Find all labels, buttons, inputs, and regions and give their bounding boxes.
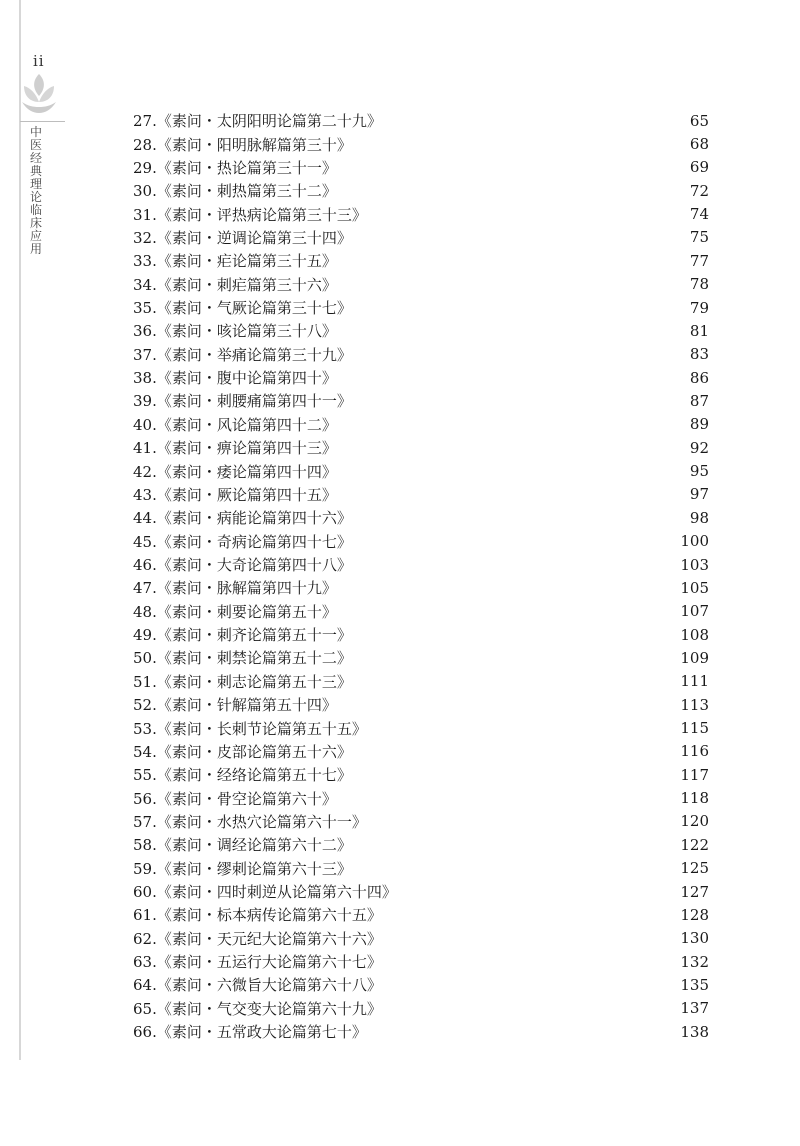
toc-entry-title: 57.《素问・水热穴论篇第六十一》: [133, 812, 367, 831]
toc-entry: [133, 319, 709, 342]
toc-entry: [133, 249, 709, 272]
toc-entry-title: 42.《素问・痿论篇第四十四》: [133, 462, 337, 481]
toc-entry-title: 27.《素问・太阴阳明论篇第二十九》: [133, 112, 382, 131]
toc-entry-page: 69: [689, 158, 709, 177]
toc-entry-page: 65: [689, 111, 709, 130]
toc-entry: [133, 156, 709, 179]
toc-entry: [133, 343, 709, 366]
toc-entry-page: 109: [680, 648, 709, 667]
toc-entry: [133, 600, 709, 623]
toc-entry-title: 33.《素问・疟论篇第三十五》: [133, 252, 337, 271]
toc-entry: [133, 179, 709, 202]
toc-entry: [133, 576, 709, 599]
toc-entry: [133, 506, 709, 529]
toc-entry-page: 127: [680, 882, 709, 901]
toc-entry: [133, 529, 709, 552]
toc-entry-page: 79: [689, 298, 709, 317]
toc-entry-page: 89: [689, 415, 709, 434]
toc-entry: [133, 436, 709, 459]
toc-entry: [133, 296, 709, 319]
toc-entry-title: 30.《素问・刺热篇第三十二》: [133, 182, 337, 201]
toc-entry-title: 61.《素问・标本病传论篇第六十五》: [133, 906, 382, 925]
toc-entry: [133, 950, 709, 973]
toc-entry: [133, 880, 709, 903]
toc-entry: [133, 763, 709, 786]
toc-entry-page: 137: [680, 999, 709, 1018]
toc-entry-title: 41.《素问・痹论篇第四十三》: [133, 439, 337, 458]
toc-entry-page: 116: [680, 742, 709, 761]
toc-entry-page: 83: [689, 345, 709, 364]
toc-entry-title: 63.《素问・五运行大论篇第六十七》: [133, 953, 382, 972]
book-title: 中医经典理论临床应用: [29, 125, 42, 256]
toc-entry: [133, 973, 709, 996]
toc-entry-page: 100: [680, 532, 709, 551]
toc-entry: [133, 786, 709, 809]
toc-entry-title: 64.《素问・六微旨大论篇第六十八》: [133, 976, 382, 995]
toc-entry-page: 78: [689, 275, 709, 294]
toc-entry-title: 47.《素问・脉解篇第四十九》: [133, 579, 337, 598]
toc-entry-title: 60.《素问・四时刺逆从论篇第六十四》: [133, 883, 397, 902]
toc-entry: [133, 997, 709, 1020]
toc-entry-page: 115: [680, 719, 709, 738]
toc-entry-page: 72: [689, 181, 709, 200]
toc-entry-page: 74: [689, 205, 709, 224]
toc-entry-title: 37.《素问・举痛论篇第三十九》: [133, 345, 352, 364]
toc-entry-page: 113: [680, 695, 709, 714]
toc-entry-page: 132: [680, 952, 709, 971]
toc-entry-title: 40.《素问・风论篇第四十二》: [133, 415, 337, 434]
toc-entry: [133, 366, 709, 389]
toc-entry-title: 34.《素问・刺疟篇第三十六》: [133, 275, 337, 294]
toc-entry-page: 75: [689, 228, 709, 247]
toc-entry-title: 31.《素问・评热病论篇第三十三》: [133, 205, 367, 224]
toc-entry-title: 66.《素问・五常政大论篇第七十》: [133, 1023, 367, 1042]
toc-entry-page: 135: [680, 975, 709, 994]
toc-entry-page: 77: [689, 251, 709, 270]
toc-entry-page: 81: [689, 321, 709, 340]
toc-entry-title: 35.《素问・气厥论篇第三十七》: [133, 299, 352, 318]
toc-entry: [133, 389, 709, 412]
toc-entry-title: 59.《素问・缪刺论篇第六十三》: [133, 859, 352, 878]
toc-entry-page: 120: [680, 812, 709, 831]
toc-entry-page: 111: [680, 672, 709, 691]
toc-entry: [133, 693, 709, 716]
toc-entry: [133, 623, 709, 646]
toc-entry-page: 118: [680, 789, 709, 808]
toc-entry: [133, 459, 709, 482]
toc-entry-title: 48.《素问・刺要论篇第五十》: [133, 602, 337, 621]
toc-entry-page: 108: [680, 625, 709, 644]
toc-entry-page: 92: [689, 438, 709, 457]
toc-entry-page: 125: [680, 859, 709, 878]
margin-rule: [19, 0, 21, 1060]
toc-entry-title: 50.《素问・刺禁论篇第五十二》: [133, 649, 352, 668]
toc-entry: [133, 1020, 709, 1043]
toc-entry: [133, 670, 709, 693]
toc-entry-page: 103: [680, 555, 709, 574]
header-rule: [20, 121, 65, 122]
toc-entry-title: 55.《素问・经络论篇第五十七》: [133, 766, 352, 785]
toc-entry-title: 56.《素问・骨空论篇第六十》: [133, 789, 337, 808]
toc-entry-title: 43.《素问・厥论篇第四十五》: [133, 485, 337, 504]
toc-entry-page: 68: [689, 135, 709, 154]
toc-entry-title: 46.《素问・大奇论篇第四十八》: [133, 556, 352, 574]
toc-entry: [133, 927, 709, 950]
toc-entry: [133, 903, 709, 926]
table-of-contents: [133, 109, 709, 1043]
toc-entry-page: 105: [680, 578, 709, 597]
toc-entry-page: 98: [689, 508, 709, 527]
toc-entry-title: 39.《素问・刺腰痛篇第四十一》: [133, 392, 352, 411]
toc-entry-title: 53.《素问・长刺节论篇第五十五》: [133, 719, 367, 738]
toc-entry: [133, 226, 709, 249]
toc-entry: [133, 810, 709, 833]
toc-entry-page: 128: [680, 905, 709, 924]
toc-entry-page: 97: [689, 485, 709, 504]
lotus-logo-icon: [18, 72, 60, 116]
toc-entry-page: 87: [689, 391, 709, 410]
toc-entry: [133, 132, 709, 155]
toc-entry-title: 45.《素问・奇病论篇第四十七》: [133, 532, 352, 551]
toc-entry: [133, 833, 709, 856]
toc-entry: [133, 646, 709, 669]
page-number: ii: [33, 52, 45, 70]
toc-entry-page: 130: [680, 929, 709, 948]
toc-entry-title: 29.《素问・热论篇第三十一》: [133, 158, 337, 177]
toc-entry: [133, 202, 709, 225]
toc-entry-page: 107: [680, 602, 709, 621]
toc-entry-title: 44.《素问・病能论篇第四十六》: [133, 509, 352, 528]
toc-entry-title: 49.《素问・刺齐论篇第五十一》: [133, 626, 352, 645]
toc-entry-title: 58.《素问・调经论篇第六十二》: [133, 836, 352, 855]
toc-entry: [133, 553, 709, 576]
toc-entry: [133, 273, 709, 296]
toc-entry: [133, 740, 709, 763]
toc-entry-page: 95: [689, 462, 709, 481]
toc-entry-title: 52.《素问・针解篇第五十四》: [133, 696, 337, 715]
toc-entry: [133, 483, 709, 506]
toc-entry-title: 62.《素问・天元纪大论篇第六十六》: [133, 929, 382, 948]
toc-entry-page: 86: [689, 368, 709, 387]
toc-entry: [133, 109, 709, 132]
toc-entry-title: 38.《素问・腹中论篇第四十》: [133, 369, 337, 388]
toc-entry: [133, 716, 709, 739]
toc-entry-title: 28.《素问・阳明脉解篇第三十》: [133, 135, 352, 154]
toc-entry-page: 117: [680, 765, 709, 784]
toc-entry: [133, 857, 709, 880]
toc-entry-page: 138: [680, 1022, 709, 1041]
toc-entry: [133, 413, 709, 436]
toc-entry-page: 122: [680, 835, 709, 854]
toc-entry-title: 65.《素问・气交变大论篇第六十九》: [133, 999, 382, 1018]
toc-entry-title: 36.《素问・咳论篇第三十八》: [133, 322, 337, 341]
toc-entry-title: 54.《素问・皮部论篇第五十六》: [133, 742, 352, 761]
toc-entry-title: 32.《素问・逆调论篇第三十四》: [133, 228, 352, 247]
toc-entry-title: 51.《素问・刺志论篇第五十三》: [133, 672, 352, 691]
